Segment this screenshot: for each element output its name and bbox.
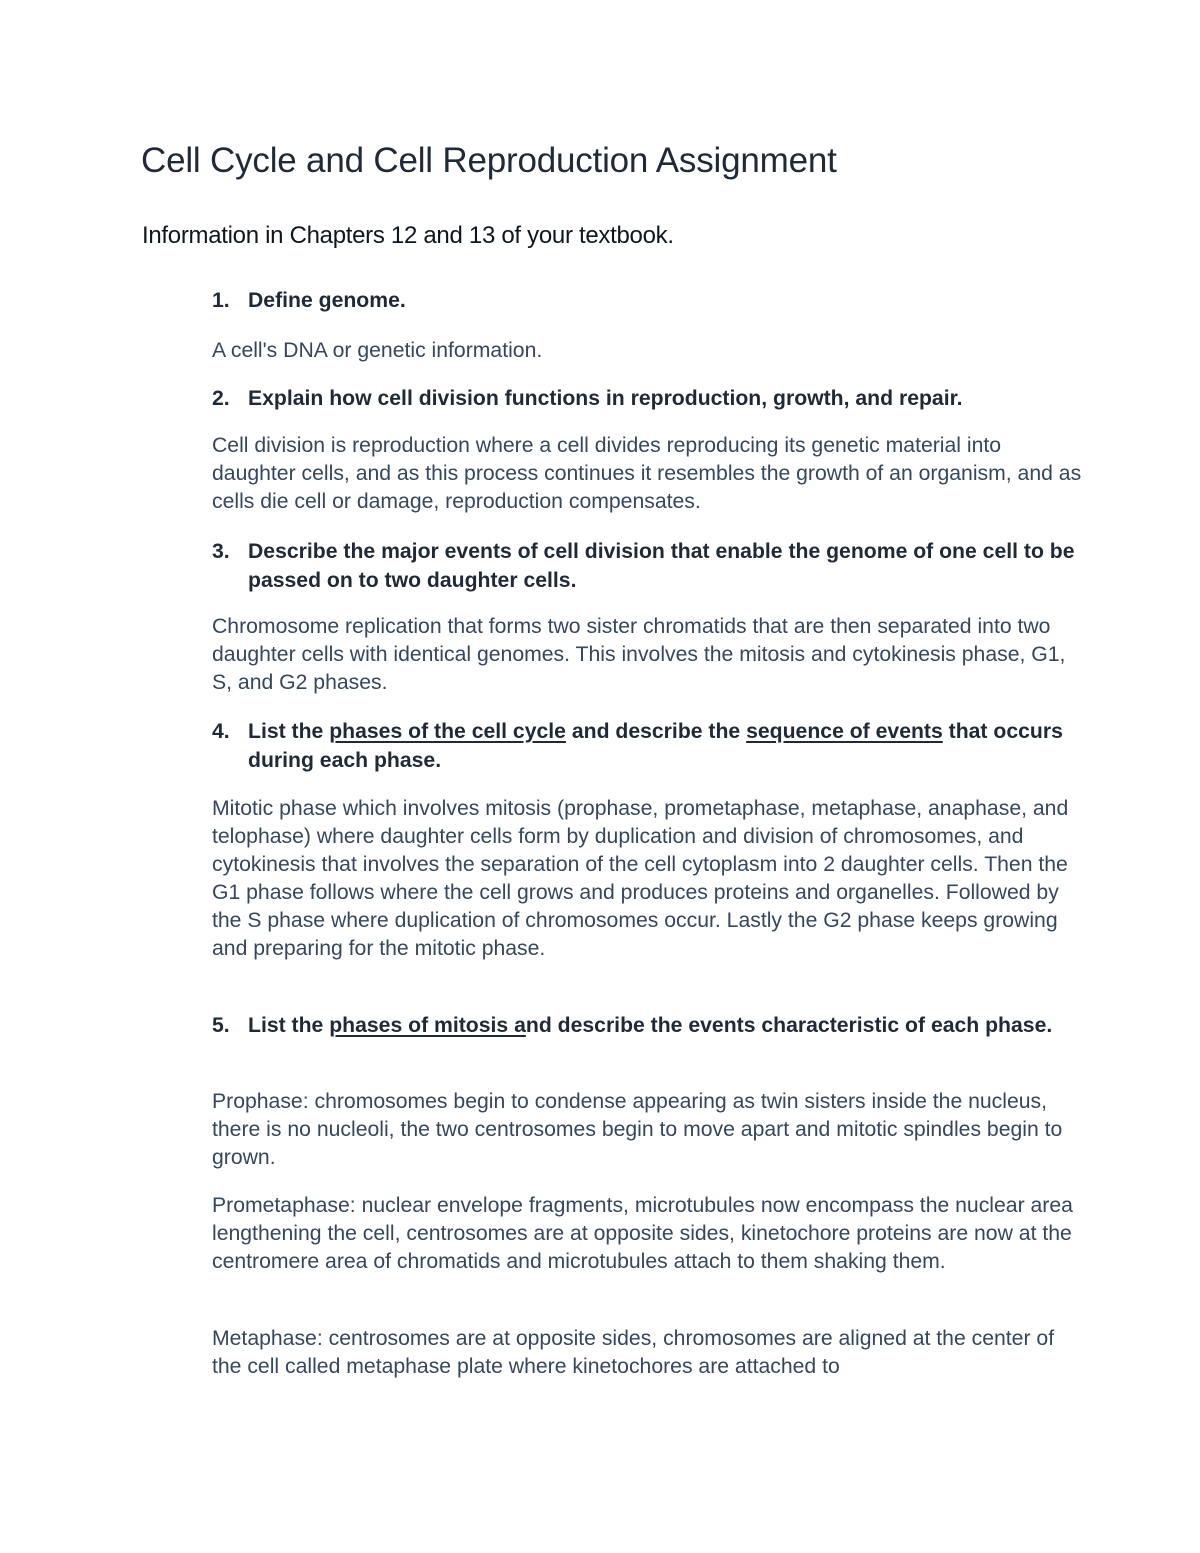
answer-5-prophase: Prophase: chromosomes begin to condense appearing as twin sisters inside the nucleus, there is no nucleoli, the two centrosomes begin to move apart and mitotic spindles begin to grown. xyxy=(212,1090,1063,1169)
underlined-term: phases of mitosis a xyxy=(329,1014,526,1037)
page-subtitle: Information in Chapters 12 and 13 of your textbook. xyxy=(142,222,674,249)
question-number: 1. xyxy=(212,289,230,312)
answer-1: A cell's DNA or genetic information. xyxy=(212,339,543,362)
underlined-term: phases of the cell cycle xyxy=(329,720,566,743)
answer-4: Mitotic phase which involves mitosis (prophase, prometaphase, metaphase, anaphase, and telophase) where daughter cells form by duplication and division of chromosomes, and cytokinesis that involves the separation of the cell cytoplasm into 2 daughter cells. Then the G1 phase follows where the cell grows and produces proteins and organelles. Followed by the S phase where duplication of chromosomes occur. Lastly the G2 phase keeps growing and preparing for the mitotic phase. xyxy=(212,797,1069,960)
question-2 xyxy=(212,384,1092,413)
question-text-part: List the xyxy=(248,1014,330,1037)
page-title: Cell Cycle and Cell Reproduction Assignment xyxy=(141,141,837,180)
question-text xyxy=(248,1011,1092,1040)
question-number: 2. xyxy=(212,387,230,410)
question-3 xyxy=(212,537,1092,595)
question-text-part: nd describe the events characteristic of each phase. xyxy=(525,1014,1053,1037)
question-number: 5. xyxy=(212,1014,230,1037)
question-text-part: List the xyxy=(248,720,330,743)
question-5 xyxy=(212,1011,1092,1040)
question-text xyxy=(248,717,1092,775)
question-text-part: and describe the xyxy=(565,720,747,743)
question-text: Describe the major events of cell division that enable the genome of one cell to be passed on to two daughter cells. xyxy=(248,540,1075,592)
question-text: Define genome. xyxy=(248,289,406,312)
question-text-part: that occurs during each phase. xyxy=(248,720,1063,772)
answer-5-metaphase: Metaphase: centrosomes are at opposite sides, chromosomes are aligned at the center of the cell called metaphase plate where kinetochores are attached to xyxy=(212,1327,1055,1378)
question-4 xyxy=(212,717,1092,775)
answer-2: Cell division is reproduction where a cell divides reproducing its genetic material into daughter cells, and as this process continues it resembles the growth of an organism, and as cells die cell or damage, reproduction compensates. xyxy=(212,434,1082,513)
underlined-term: sequence of events xyxy=(746,720,943,743)
question-1 xyxy=(212,286,1092,315)
question-text: Explain how cell division functions in reproduction, growth, and repair. xyxy=(248,387,963,410)
answer-5-prometaphase: Prometaphase: nuclear envelope fragments, microtubules now encompass the nuclear area lengthening the cell, centrosomes are at opposite sides, kinetochore proteins are now at the centromere area of chromatids and microtubules attach to them shaking them. xyxy=(212,1194,1073,1273)
question-number: 4. xyxy=(212,720,230,743)
question-number: 3. xyxy=(212,540,230,563)
answer-3: Chromosome replication that forms two sister chromatids that are then separated into two daughter cells with identical genomes. This involves the mitosis and cytokinesis phase, G1, S, and G2 phases. xyxy=(212,615,1066,694)
